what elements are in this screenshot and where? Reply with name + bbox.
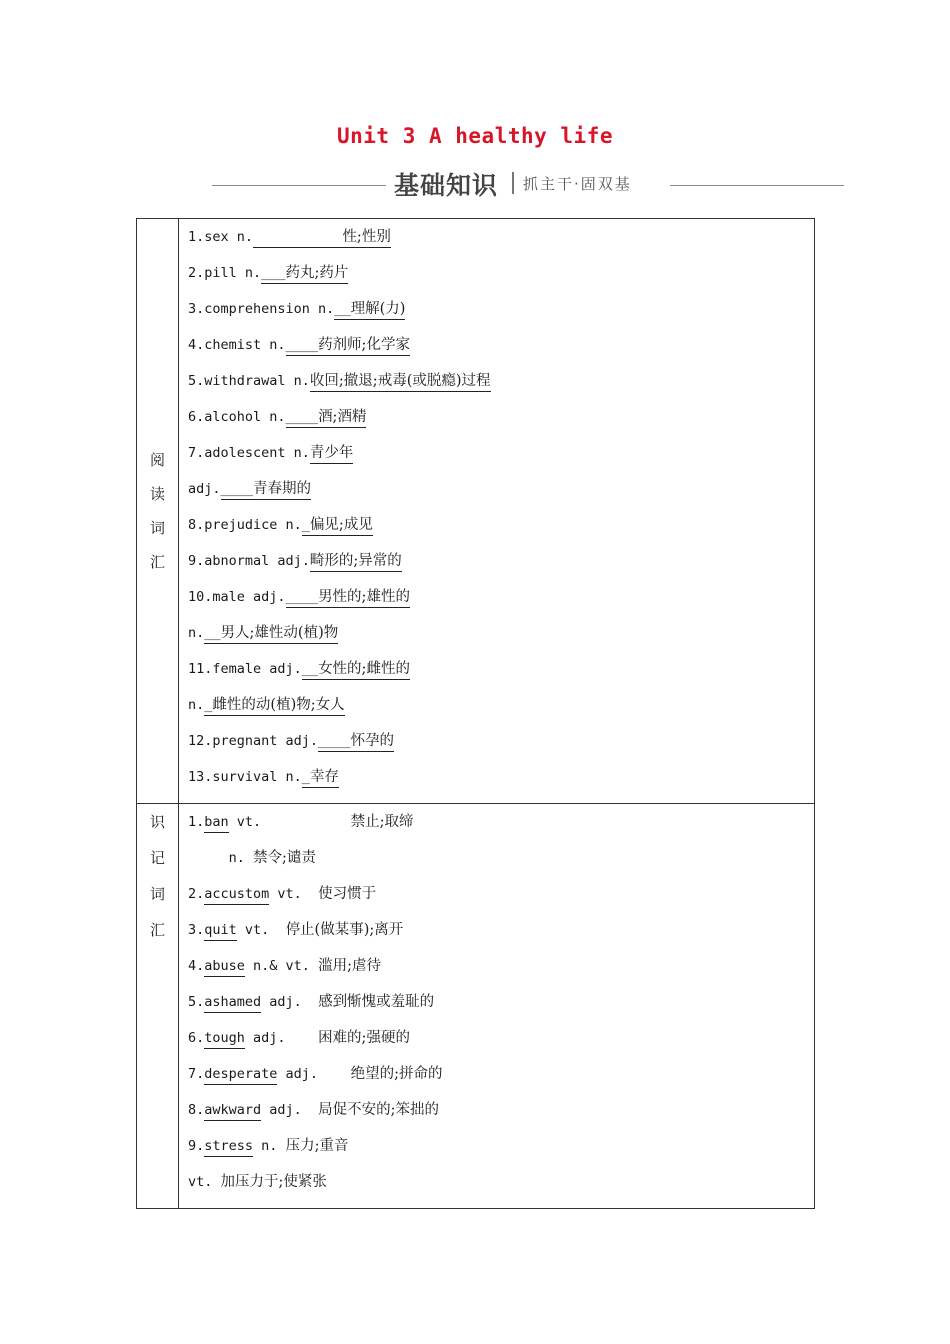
- answer-text: 畸形的;异常的: [309, 553, 402, 569]
- vocab-word: quit: [204, 920, 237, 941]
- vocab-row: [188, 1095, 814, 1131]
- label-char: 词: [149, 519, 165, 537]
- memorize-vocab-list: [179, 804, 815, 1209]
- answer-blank: ____: [285, 409, 319, 425]
- vocab-row: [188, 1167, 814, 1203]
- section-banner: [212, 166, 844, 200]
- vocab-meaning: 困难的;强硬的: [318, 1030, 410, 1046]
- vocab-answer: [302, 659, 410, 680]
- vocab-meaning: 滥用;虐待: [318, 958, 381, 974]
- vocab-row: [188, 258, 814, 294]
- vocab-row: [188, 807, 814, 843]
- vocab-row: [188, 582, 814, 618]
- spacer: [302, 994, 318, 1010]
- vocab-term: 12.pregnant adj.: [188, 733, 319, 749]
- vocab-row: [188, 879, 814, 915]
- answer-text: 青少年: [309, 445, 354, 461]
- vocab-number: 1.: [188, 814, 205, 830]
- vocab-row: [188, 474, 814, 510]
- vocab-word: ban: [204, 812, 228, 833]
- vocab-term: n.: [188, 697, 205, 713]
- vocab-term: 9.abnormal adj.: [188, 553, 310, 569]
- vocab-row: [188, 510, 814, 546]
- banner-heading: 基础知识: [394, 171, 499, 200]
- vocab-number: 7.: [188, 1066, 205, 1082]
- vocab-word: awkward: [204, 1100, 261, 1121]
- spacer: [212, 1174, 220, 1190]
- vocab-number: 6.: [188, 1030, 205, 1046]
- banner-rule-right: [670, 185, 844, 186]
- vocab-number: 9.: [188, 1138, 205, 1154]
- vocab-meaning: 加压力于;使紧张: [220, 1174, 327, 1190]
- spacer: [310, 958, 318, 974]
- vocab-answer: [286, 407, 367, 428]
- vocab-word: accustom: [204, 884, 269, 905]
- part-of-speech: adj.: [261, 994, 302, 1010]
- vocab-term: 5.withdrawal n.: [188, 373, 310, 389]
- vocab-term: 8.prejudice n.: [188, 517, 302, 533]
- answer-blank: ____: [318, 733, 351, 749]
- vocab-word: abuse: [204, 956, 245, 977]
- vocab-word: stress: [204, 1136, 253, 1157]
- vocab-answer: [286, 587, 410, 608]
- vocab-term: 11.female adj.: [188, 661, 302, 677]
- vocab-row: [188, 654, 814, 690]
- answer-blank: __: [301, 661, 319, 677]
- spacer: [277, 1138, 285, 1154]
- vocab-answer: [204, 695, 344, 716]
- vocab-row: [188, 726, 814, 762]
- label-char: 记: [149, 849, 165, 867]
- vocab-term: 1.sex n.: [188, 229, 254, 245]
- vocab-meaning: 使习惯于: [318, 886, 377, 902]
- memorize-vocab-label: [137, 804, 179, 1209]
- vocab-term: 4.chemist n.: [188, 337, 286, 353]
- vocab-row: [188, 402, 814, 438]
- spacer: [269, 922, 285, 938]
- vocab-row: [188, 1059, 814, 1095]
- spacer: [261, 814, 350, 830]
- vocab-row: [188, 987, 814, 1023]
- vocab-answer: [310, 371, 491, 392]
- vocab-row: [188, 546, 814, 582]
- vocab-number: 4.: [188, 958, 205, 974]
- vocab-row: [188, 915, 814, 951]
- answer-text: 女性的;雌性的: [318, 661, 410, 677]
- vocab-row: [188, 222, 814, 258]
- vocab-answer: [334, 299, 405, 320]
- vocab-meaning: 局促不安的;笨拙的: [318, 1102, 439, 1118]
- label-char: 读: [149, 485, 165, 503]
- part-of-speech: vt.: [269, 886, 302, 902]
- vocab-number: 2.: [188, 886, 205, 902]
- vocabulary-table: [136, 218, 815, 1209]
- part-of-speech: adj.: [244, 1030, 286, 1046]
- vocab-term: 3.comprehension n.: [188, 301, 335, 317]
- answer-text: 偏见;成见: [309, 517, 373, 533]
- answer-text: 理解(力): [350, 301, 406, 317]
- spacer: [318, 1066, 351, 1082]
- reading-vocab-label: [137, 219, 179, 804]
- vocab-answer: [261, 263, 348, 284]
- vocab-row: [188, 438, 814, 474]
- vocab-meaning: 禁止;取缔: [350, 814, 414, 830]
- label-char: 汇: [149, 553, 165, 571]
- part-of-speech: adj.: [277, 1066, 319, 1082]
- vocab-row: [188, 618, 814, 654]
- page-title: Unit 3 A healthy life: [336, 124, 613, 148]
- vocab-answer: [221, 479, 312, 500]
- answer-blank: ___: [261, 265, 286, 281]
- answer-blank: ____: [285, 589, 319, 605]
- vocab-row: [188, 1023, 814, 1059]
- reading-vocab-list: [179, 219, 815, 804]
- answer-text: 青春期的: [253, 481, 312, 497]
- answer-text: 药剂师;化学家: [318, 337, 410, 353]
- vocab-row: [188, 951, 814, 987]
- vocab-meaning: 禁令;谴责: [253, 850, 316, 866]
- vocab-term: n.: [188, 625, 205, 641]
- vocab-term: 6.alcohol n.: [188, 409, 286, 425]
- vocab-answer: [302, 767, 339, 788]
- vocab-answer: [318, 731, 394, 752]
- spacer: [302, 1102, 318, 1118]
- answer-blank: ____: [220, 481, 254, 497]
- label-char: 识: [149, 813, 165, 831]
- vocab-row: [188, 366, 814, 402]
- vocab-row: [188, 294, 814, 330]
- answer-text: 雌性的动(植)物;女人: [212, 697, 345, 713]
- answer-text: 男性的;雄性的: [318, 589, 410, 605]
- part-of-speech: vt.: [228, 814, 262, 830]
- vocab-word: desperate: [204, 1064, 277, 1085]
- memorize-vocab-section: [137, 804, 815, 1209]
- banner-divider: [512, 172, 514, 194]
- answer-blank: _: [301, 769, 310, 785]
- answer-text: 性;性别: [342, 229, 391, 245]
- answer-text: 收回;撤退;戒毒(或脱瘾)过程: [309, 373, 491, 389]
- vocab-number: 8.: [188, 1102, 205, 1118]
- vocab-meaning: 感到惭愧或羞耻的: [318, 994, 435, 1010]
- vocab-answer: [253, 227, 391, 248]
- vocab-word: tough: [204, 1028, 245, 1049]
- vocab-row: [188, 843, 814, 879]
- vocab-answer: [310, 443, 354, 464]
- vocab-answer: [286, 335, 410, 356]
- spacer: [286, 1030, 319, 1046]
- vocab-row: [188, 762, 814, 798]
- answer-blank: __: [334, 301, 351, 317]
- vocab-number: 3.: [188, 922, 205, 938]
- answer-text: 怀孕的: [350, 733, 395, 749]
- label-char: 词: [149, 885, 165, 903]
- answer-text: 幸存: [309, 769, 339, 785]
- part-of-speech: vt.: [188, 1174, 213, 1190]
- vocab-meaning: 绝望的;拼命的: [350, 1066, 443, 1082]
- answer-blank: [253, 229, 342, 245]
- vocab-term: 2.pill n.: [188, 265, 262, 281]
- spacer: [302, 886, 318, 902]
- vocab-term: 10.male adj.: [188, 589, 286, 605]
- answer-blank: _: [301, 517, 310, 533]
- answer-text: 酒;酒精: [318, 409, 367, 425]
- answer-text: 男人;雄性动(植)物: [220, 625, 339, 641]
- answer-blank: __: [204, 625, 221, 641]
- part-of-speech: adj.: [261, 1102, 302, 1118]
- vocab-answer: [310, 551, 402, 572]
- vocab-meaning: 压力;重音: [285, 1138, 349, 1154]
- vocab-number: 5.: [188, 994, 205, 1010]
- vocab-term: 7.adolescent n.: [188, 445, 310, 461]
- vocab-answer: [302, 515, 373, 536]
- vocab-term: 13.survival n.: [188, 769, 302, 785]
- part-of-speech: n.& vt.: [244, 958, 310, 974]
- banner-rule-left: [212, 185, 386, 186]
- vocab-meaning: 停止(做某事);离开: [285, 922, 404, 938]
- answer-text: 药丸;药片: [285, 265, 349, 281]
- answer-blank: ____: [285, 337, 319, 353]
- banner-subheading: 抓主干·固双基: [523, 175, 632, 193]
- spacer: [245, 850, 253, 866]
- vocab-row: [188, 690, 814, 726]
- part-of-speech: vt.: [236, 922, 270, 938]
- vocab-word: ashamed: [204, 992, 261, 1013]
- vocab-row: [188, 1131, 814, 1167]
- answer-blank: _: [204, 697, 213, 713]
- part-of-speech: n.: [253, 1138, 278, 1154]
- vocab-term: adj.: [188, 481, 221, 497]
- vocab-row: [188, 330, 814, 366]
- reading-vocab-section: [137, 219, 815, 804]
- vocab-answer: [204, 623, 338, 644]
- label-char: 阅: [149, 451, 165, 469]
- part-of-speech: n.: [188, 850, 245, 866]
- label-char: 汇: [149, 921, 165, 939]
